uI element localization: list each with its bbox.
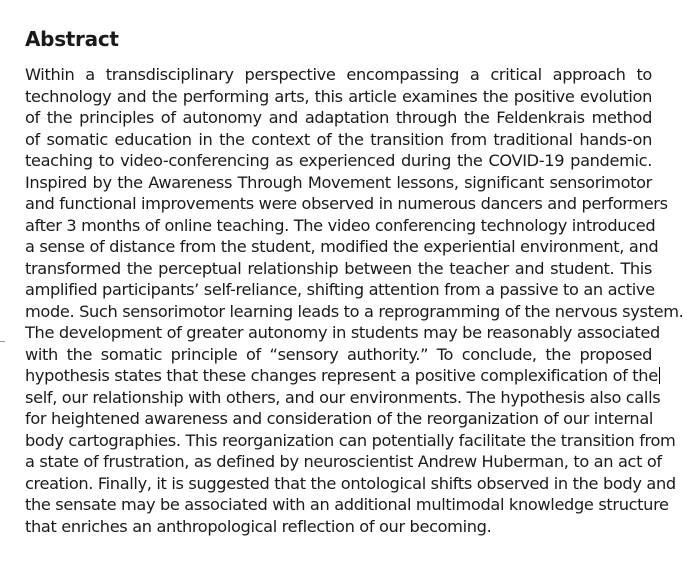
abstract-line: amplified participants’ self-reliance, shifting attention from a passive to an active	[25, 280, 655, 299]
abstract-line: creation. Finally, it is suggested that the ontological shifts observed in the body and	[25, 473, 676, 493]
text-cursor	[659, 367, 661, 384]
abstract-heading: Abstract	[25, 27, 119, 51]
abstract-line-text: hypothesis states that these changes represent a positive complexification of the	[25, 366, 658, 385]
abstract-line: transformed the perceptual relationship between the teacher and student. This	[25, 258, 652, 278]
abstract-body[interactable]	[25, 64, 684, 537]
abstract-line: technology and the performing arts, this article examines the positive evolution	[25, 86, 652, 106]
abstract-line: for heightened awareness and consideration of the reorganization of our internal	[25, 409, 654, 428]
abstract-line: with the somatic principle of “sensory authority.” To conclude, the proposed	[25, 344, 652, 364]
abstract-line: the sensate may be associated with an additional multimodal knowledge structure	[25, 495, 669, 514]
abstract-line: body cartographies. This reorganization can potentially facilitate the transition from	[25, 430, 676, 450]
margin-tick-mark	[0, 341, 5, 342]
abstract-line: a sense of distance from the student, modified the experiential environment, and	[25, 237, 659, 256]
abstract-line: Within a transdisciplinary perspective encompassing a critical approach to	[25, 65, 652, 84]
abstract-line: of somatic education in the context of the transition from traditional hands-on	[25, 129, 652, 149]
abstract-line: a state of frustration, as defined by neuroscientist Andrew Huberman, to an act of	[25, 452, 662, 471]
abstract-line-last: that enriches an anthropological reflection of our becoming.	[25, 516, 492, 536]
abstract-line-with-caret	[25, 365, 658, 387]
abstract-line: of the principles of autonomy and adaptation through the Feldenkrais method	[25, 108, 652, 127]
abstract-line: The development of greater autonomy in students may be reasonably associated	[25, 323, 660, 342]
abstract-section	[25, 26, 684, 537]
abstract-line: Inspired by the Awareness Through Movement lessons, significant sensorimotor	[25, 172, 652, 192]
abstract-line: teaching to video-conferencing as experienced during the COVID-19 pandemic.	[25, 151, 652, 170]
abstract-line: and functional improvements were observed in numerous dancers and performers	[25, 194, 668, 213]
abstract-line: after 3 months of online teaching. The video conferencing technology introduced	[25, 215, 656, 235]
abstract-line: self, our relationship with others, and our environments. The hypothesis also calls	[25, 387, 661, 407]
abstract-line: mode. Such sensorimotor learning leads to a reprogramming of the nervous system.	[25, 301, 684, 321]
